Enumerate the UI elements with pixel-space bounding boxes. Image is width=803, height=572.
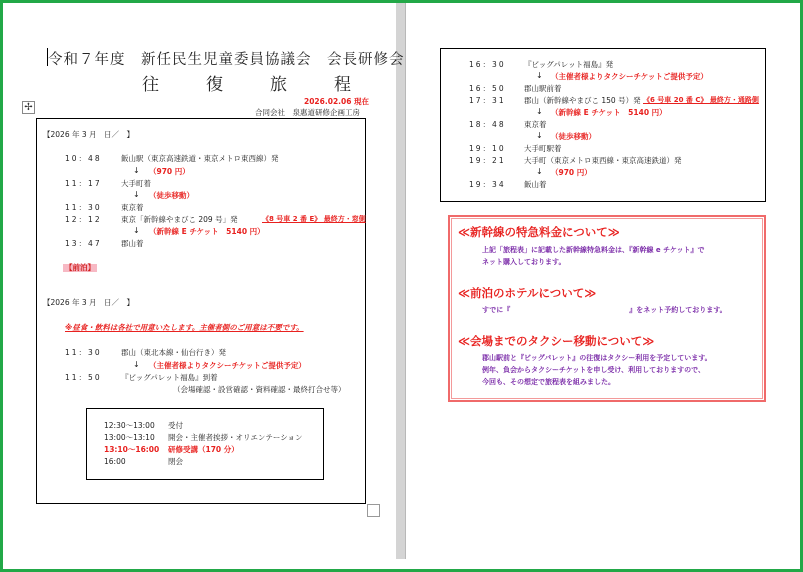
day2-subnote: （会場確認・設営確認・資料確認・最終打合せ等） bbox=[173, 385, 346, 394]
note-line: 郡山駅前と『ビッグパレット』の往復はタクシー利用を予定しています。 bbox=[482, 354, 712, 362]
return-itinerary-table[interactable] bbox=[440, 48, 766, 202]
return-taxi: （主催者様よりタクシーチケットご提供予定） bbox=[551, 72, 708, 81]
note-line: 今回も、その想定で旅程表を組みました。 bbox=[482, 378, 615, 386]
stay-label: 【前泊】 bbox=[65, 263, 95, 272]
document-date[interactable]: 2026.02.06 現在 bbox=[304, 97, 370, 106]
day1-time-4: 12：12 bbox=[65, 215, 102, 224]
day1-walk: （徒歩移動） bbox=[149, 191, 194, 200]
return-time-5: 19：10 bbox=[469, 144, 506, 153]
schedule-item-3: 研修受講（170 分） bbox=[168, 445, 239, 454]
day1-time-3: 11：30 bbox=[65, 203, 102, 212]
schedule-time-4: 16:00 bbox=[104, 457, 126, 466]
schedule-time-3: 13:10〜16:00 bbox=[104, 445, 160, 454]
return-seat: 《6 号車 20 番 C》 最終方・通路側 bbox=[643, 96, 759, 104]
down-arrow-icon: ↓ bbox=[536, 167, 543, 176]
note-heading-shinkansen: ≪新幹線の特急料金について≫ bbox=[458, 225, 620, 239]
schedule-item-1: 受付 bbox=[168, 421, 183, 430]
day1-time-2: 11：17 bbox=[65, 179, 102, 188]
schedule-item-2: 開会・主催者挨拶・オリエンテーション bbox=[168, 433, 303, 442]
return-text-3: 郡山（新幹線やまびこ 150 号）発 bbox=[524, 96, 641, 105]
day1-ticket: （新幹線 E チケット 5140 円） bbox=[149, 227, 265, 236]
day1-header: 【2026 年 3 月 日／ 】 bbox=[43, 130, 135, 139]
return-text-2: 郡山駅前着 bbox=[524, 84, 562, 93]
day1-text-1: 飯山駅（東京高速鉄道・東京メトロ東西線）発 bbox=[121, 154, 279, 163]
return-text-7: 飯山着 bbox=[524, 180, 547, 189]
page-gutter-edge bbox=[405, 3, 406, 559]
return-time-4: 18：48 bbox=[469, 120, 506, 129]
day2-header: 【2026 年 3 月 日／ 】 bbox=[43, 298, 135, 307]
day2-time-1: 11：30 bbox=[65, 348, 102, 357]
day1-time-5: 13：47 bbox=[65, 239, 102, 248]
day2-text-1: 郡山（東北本線・仙台行き）発 bbox=[121, 348, 226, 357]
down-arrow-icon: ↓ bbox=[133, 360, 140, 369]
day2-taxi: （主催者様よりタクシーチケットご提供予定） bbox=[149, 361, 306, 370]
return-text-1: 『ビッグパレット福島』発 bbox=[524, 60, 614, 69]
day2-time-2: 11：50 bbox=[65, 373, 102, 382]
down-arrow-icon: ↓ bbox=[133, 166, 140, 175]
return-time-1: 16：30 bbox=[469, 60, 506, 69]
organizer-name[interactable]: 合同会社 泉惠道研修企画工房 bbox=[255, 108, 360, 117]
note-heading-hotel: ≪前泊のホテルについて≫ bbox=[458, 286, 597, 300]
day1-time-1: 10：48 bbox=[65, 154, 102, 163]
day1-text-2: 大手町着 bbox=[121, 179, 151, 188]
table-resize-handle[interactable] bbox=[367, 504, 380, 517]
notes-box[interactable] bbox=[448, 215, 766, 402]
document-subtitle[interactable]: 往 復 旅 程 bbox=[142, 75, 366, 95]
return-time-3: 17：31 bbox=[469, 96, 506, 105]
down-arrow-icon: ↓ bbox=[133, 190, 140, 199]
note-line: 例年、負会からタクシーチケットを申し受け、利用しておりますので、 bbox=[482, 366, 705, 374]
schedule-item-4: 閉会 bbox=[168, 457, 183, 466]
return-fare: （970 円） bbox=[551, 168, 592, 177]
return-text-6: 大手町（東京メトロ東西線・東京高速鉄道）発 bbox=[524, 156, 682, 165]
return-text-4: 東京着 bbox=[524, 120, 547, 129]
note-line: 上記「旅程表」に記載した新幹線特急料金は、『新幹線 e チケット』で bbox=[482, 246, 705, 254]
return-time-6: 19：21 bbox=[469, 156, 506, 165]
day1-text-5: 郡山着 bbox=[121, 239, 144, 248]
note-heading-taxi: ≪会場までのタクシー移動について≫ bbox=[458, 334, 655, 348]
return-time-2: 16：50 bbox=[469, 84, 506, 93]
return-ticket: （新幹線 E チケット 5140 円） bbox=[551, 108, 667, 117]
schedule-time-2: 13:00〜13:10 bbox=[104, 433, 155, 442]
day1-text-3: 東京着 bbox=[121, 203, 144, 212]
down-arrow-icon: ↓ bbox=[536, 107, 543, 116]
day1-seat: 《8 号車 2 番 E》 最終方・窓側 bbox=[262, 215, 366, 223]
day2-notice: ※昼食・飲料は各社で用意いたします。主催者側のご用意は不要です。 bbox=[65, 323, 304, 332]
return-text-5: 大手町駅着 bbox=[524, 144, 562, 153]
schedule-time-1: 12:30〜13:00 bbox=[104, 421, 155, 430]
return-walk: （徒歩移動） bbox=[551, 132, 596, 141]
return-time-7: 19：34 bbox=[469, 180, 506, 189]
document-title[interactable]: 令和７年度 新任民生児童委員協議会 会長研修会 bbox=[48, 52, 405, 68]
note-line: ネット購入しております。 bbox=[482, 258, 566, 266]
down-arrow-icon: ↓ bbox=[133, 226, 140, 235]
event-schedule-box bbox=[86, 408, 324, 480]
down-arrow-icon: ↓ bbox=[536, 71, 543, 80]
day1-text-4: 東京「新幹線やまびこ 209 号」発 bbox=[121, 215, 238, 224]
day2-text-2: 『ビッグパレット福島』到着 bbox=[121, 373, 218, 382]
down-arrow-icon: ↓ bbox=[536, 131, 543, 140]
note-line: すでに『 』をネット予約しております。 bbox=[482, 306, 727, 314]
table-move-handle-icon[interactable]: ✢ bbox=[22, 101, 35, 114]
day1-fare-1: （970 円） bbox=[149, 167, 190, 176]
